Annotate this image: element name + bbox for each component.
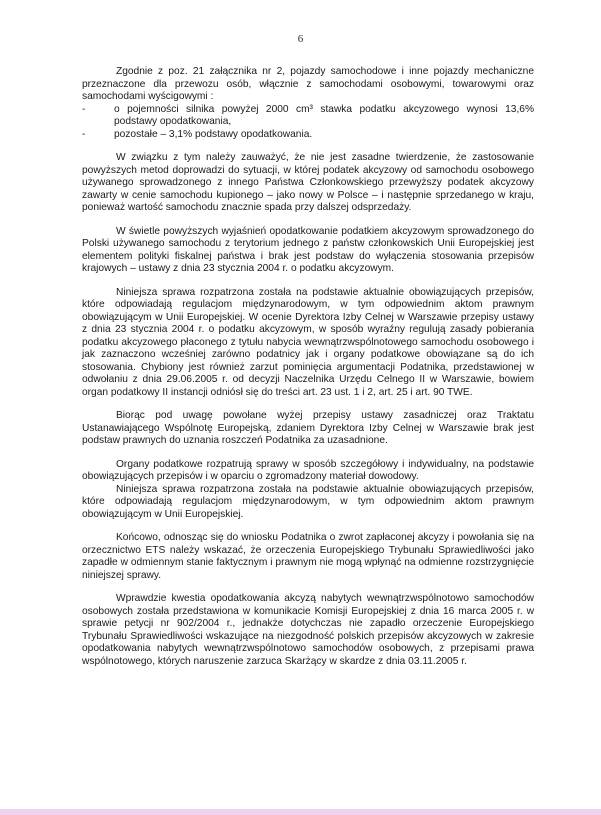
body-paragraph: Wprawdzie kwestia opodatkowania akcyzą nabytych wewnątrzwspólnotowo samochodów osobowych została przedstawiona w komunikacie Komisji Europejskiej z dnia 16 marca 2005 r. w sprawie petycji nr 902/2004 r., jednakże dotychczas nie zapadło orzeczenie Europejskiego Trybunału Sprawiedliwości wskazujące na niezgodność polskich przepisów akcyzowych w zakresie opodatkowania nabytych wewnątrzwspólnotowo samochodów osobowych, z przepisami prawa wspólnotowego, których naruszenie zarzuca Skarżący w skardze z dnia 03.11.2005 r. — [82, 593, 534, 667]
bullet-item — [82, 129, 534, 142]
body-paragraph: Biorąc pod uwagę powołane wyżej przepisy ustawy zasadniczej oraz Traktatu Ustanawiającego Wspólnotę Europejską, zdaniem Dyrektora Izby Celnej w Warszawie brak jest podstaw prawnych do uznania roszczeń Podatnika za uzasadnione. — [82, 410, 534, 446]
bullet-text: pozostałe – 3,1% podstawy opodatkowania. — [114, 128, 313, 140]
bottom-edge-band — [0, 809, 601, 815]
body-paragraph: Niniejsza sprawa rozpatrzona została na podstawie aktualnie obowiązujących przepisów, które odpowiadają regulacjom międzynarodowym, w tym odpowiednim aktom prawnym obowiązującym w Unii Europejskiej. W ocenie Dyrektora Izby Celnej w Warszawie przepisy ustawy z dnia 23 stycznia 2004 r. o podatku akcyzowym, w sposób wyraźny regulują zasady pobierania podatku akcyzowego płaconego z tytułu nabycia wewnątrzwspólnotowego samochodu osobowego i jak zaznaczono wcześniej zarówno podatnicy jak i organy podatkowe obowiązane są do ich stosowania. Chybiony jest również zarzut pominięcia argumentacji Podatnika, przedstawionej w odwołaniu z dnia 29.06.2005 r. od decyzji Naczelnika Urzędu Celnego II w Warszawie, bowiem organ podatkowy II instancji odniósł się do treści art. 23 ust. 1 i 2, art. 25 i art. 90 TWE. — [82, 286, 534, 398]
body-paragraph: Organy podatkowe rozpatrują sprawy w sposób szczegółowy i indywidualny, na podstawie obowiązujących przepisów i w oparciu o zgromadzony materiał dowodowy. — [82, 458, 534, 482]
body-paragraph: W związku z tym należy zauważyć, że nie jest zasadne twierdzenie, że zastosowanie powyższych metod doprowadzi do sytuacji, w której podatek akcyzowy od samochodu osobowego używanego sprowadzonego z innego Państwa Członkowskiego przewyższy podatek akcyzowy zawarty w cenie samochodu kupionego – jako nowy w Polsce – i następnie sprzedanego w kraju, ponieważ wartość samochodu znacznie spada przy dalszej odsprzedaży. — [82, 152, 534, 213]
bullet-item — [82, 104, 534, 129]
body-paragraph: W świetle powyższych wyjaśnień opodatkowanie podatkiem akcyzowym sprowadzonego do Polski używanego samochodu z terytorium jednego z państw członkowskich Unii Europejskiej jest elementem polityki fiskalnej państwa i brak jest podstaw do wyłączenia stosowania przepisów krajowych – ustawy z dnia 23 stycznia 2004 r. o podatku akcyzowym. — [82, 225, 534, 274]
document-body — [82, 66, 534, 679]
bullet-dash: - — [82, 103, 86, 115]
bullet-dash: - — [82, 128, 86, 140]
body-paragraph: Końcowo, odnosząc się do wniosku Podatnika o zwrot zapłaconej akcyzy i powołania się na orzecznictwo ETS należy wskazać, że orzeczenia Europejskiego Trybunału Sprawiedliwości jako zapadłe w odmiennym stanie faktycznym i prawnym nie mogą wpłynąć na odmienne rozstrzygnięcie niniejszej sprawy. — [82, 532, 534, 581]
page-number: 6 — [297, 33, 304, 45]
body-paragraph: Niniejsza sprawa rozpatrzona została na podstawie aktualnie obowiązujących przepisów, które odpowiadają regulacjom międzynarodowym, w tym odpowiednim aktom prawnym obowiązującym w Unii Europejskiej. — [82, 483, 534, 520]
intro-paragraph: Zgodnie z poz. 21 załącznika nr 2, pojazdy samochodowe i inne pojazdy mechaniczne przeznaczone dla przewozu osób, włącznie z samochodami osobowymi, towarowymi oraz samochodami wyścigowymi : — [82, 66, 534, 102]
bullet-text: o pojemności silnika powyżej 2000 cm³ stawka podatku akcyzowego wynosi 13,6% podstawy opodatkowania, — [114, 103, 534, 127]
